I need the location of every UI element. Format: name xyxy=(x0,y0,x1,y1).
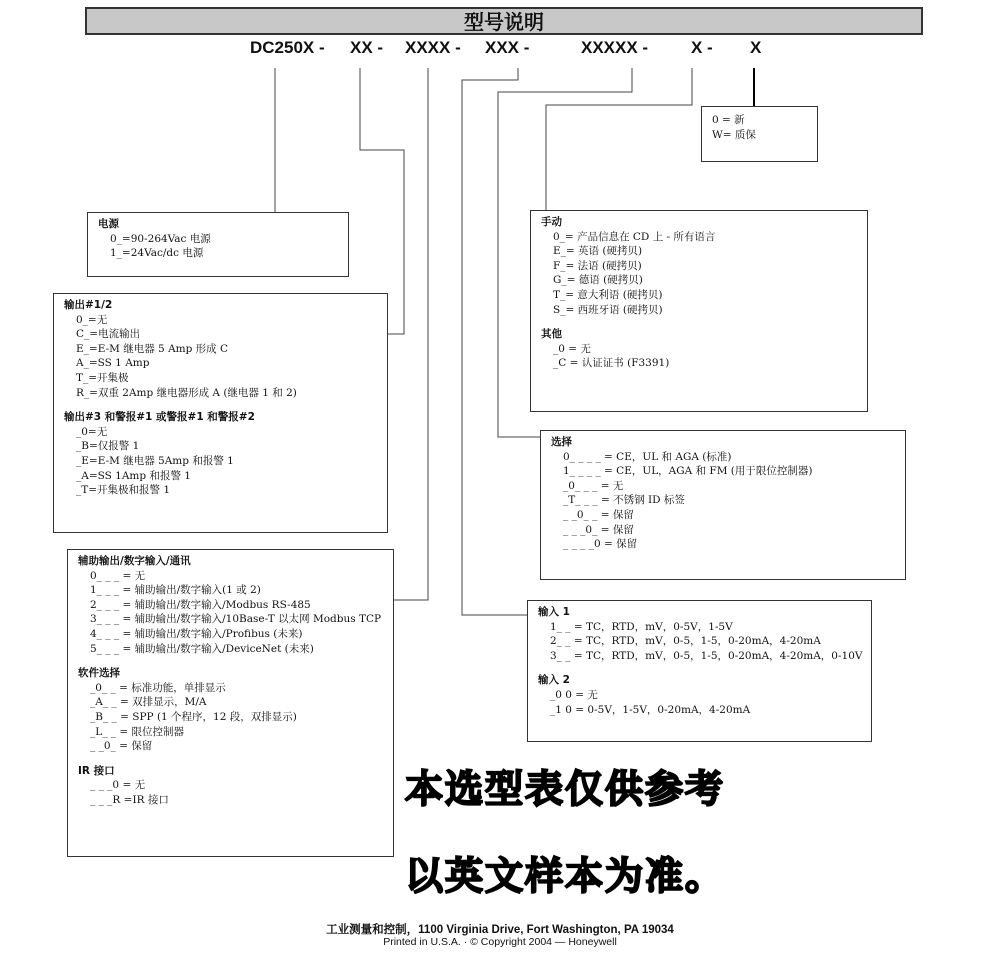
list-item: 0_=无 xyxy=(76,313,108,326)
section-heading: 输出#3 和警报#1 或警报#1 和警报#2 xyxy=(64,411,255,424)
footer-address: 工业测量和控制，1100 Virginia Drive, Fort Washington, PA 19034 xyxy=(326,924,674,936)
list-item: 0_ _ _ _ = CE，UL 和 AGA (标准) xyxy=(563,450,732,463)
list-item: T_= 意大利语 (硬拷贝) xyxy=(553,288,663,301)
list-item: 4_ _ _ = 辅助输出/数字输入/Profibus (未来) xyxy=(90,627,303,640)
list-item: T_=开集极 xyxy=(76,371,129,384)
list-item: _0_ _ = 标准功能，单排显示 xyxy=(90,681,226,694)
list-item: R_=双重 2Amp 继电器形成 A (继电器 1 和 2) xyxy=(76,386,297,399)
power-box xyxy=(87,212,349,277)
list-item: 1_=24Vac/dc 电源 xyxy=(110,247,204,260)
list-item: _1 0 = 0-5V，1-5V，0-20mA，4-20mA xyxy=(550,703,751,716)
page-title: 型号说明 xyxy=(85,7,923,35)
list-item: _ _ _R =IR 接口 xyxy=(90,793,169,806)
list-item: _0=无 xyxy=(76,425,108,438)
model-code-segment: XXXX - xyxy=(405,38,461,57)
list-item: G_= 德语 (硬拷贝) xyxy=(553,274,643,287)
model-code-segment: XXXXX - xyxy=(581,38,649,57)
list-item: 2_ _ = TC，RTD，mV，0-5，1-5，0-20mA，4-20mA xyxy=(550,635,821,648)
list-item: _T=开集极和报警 1 xyxy=(76,484,171,497)
list-item: _ _ _0 = 无 xyxy=(90,779,146,792)
list-item: _ _0_ _ = 保留 xyxy=(563,508,634,521)
list-item: 2_ _ _ = 辅助输出/数字输入/Modbus RS-485 xyxy=(90,598,311,611)
list-item: _0 = 无 xyxy=(553,342,591,355)
connector-input xyxy=(462,68,527,615)
list-item: E_= 英语 (硬拷贝) xyxy=(553,245,643,258)
model-code-segment: XXX - xyxy=(485,38,530,57)
section-heading: 输出#1/2 xyxy=(64,299,113,311)
aux-box xyxy=(67,549,394,857)
section-heading: 电源 xyxy=(98,218,119,230)
section-heading: 输入 1 xyxy=(538,606,570,618)
footer-copyright: Printed in U.S.A. · © Copyright 2004 — Honeywell xyxy=(383,936,617,948)
model-code-segment: X - xyxy=(691,38,713,57)
list-item: _E=E-M 继电器 5Amp 和报警 1 xyxy=(76,454,234,467)
condition-box xyxy=(701,106,818,162)
list-item: E_=E-M 继电器 5 Amp 形成 C xyxy=(76,342,229,355)
list-item: 1_ _ = TC，RTD，mV，0-5V，1-5V xyxy=(550,620,733,633)
section-heading: 手动 xyxy=(541,216,562,228)
list-item: _0 0 = 无 xyxy=(550,688,598,701)
section-heading: 软件选择 xyxy=(78,667,120,680)
output-box xyxy=(53,293,388,533)
list-item: _B_ _ = SPP (1 个程序，12 段，双排显示) xyxy=(90,710,297,723)
section-heading: 其他 xyxy=(541,328,562,341)
list-item: S_= 西班牙语 (硬拷贝) xyxy=(553,303,663,316)
list-item: _A=SS 1Amp 和报警 1 xyxy=(76,469,191,482)
list-item: _A_ _ = 双排显示，M/A xyxy=(90,696,207,709)
list-item: _0_ _ _ = 无 xyxy=(563,479,624,492)
model-code-segment: X xyxy=(750,38,762,57)
manual-box xyxy=(530,210,868,412)
section-heading: IR 接口 xyxy=(78,764,115,777)
list-item: 1_ _ _ = 辅助输出/数字输入(1 或 2) xyxy=(90,584,261,597)
list-item: F_= 法语 (硬拷贝) xyxy=(553,259,642,272)
list-item: 0_=90-264Vac 电源 xyxy=(110,232,211,245)
list-item: _ _0_ = 保留 xyxy=(90,740,153,753)
list-item: 3_ _ _ = 辅助输出/数字输入/10Base-T 以太网 Modbus TCP xyxy=(90,613,382,626)
section-heading: 输入 2 xyxy=(538,674,570,687)
list-item: _ _ _ _0 = 保留 xyxy=(563,538,638,551)
model-code-segment: XX - xyxy=(350,38,384,57)
input-box xyxy=(527,600,872,742)
list-item: 3_ _ = TC，RTD，mV，0-5，1-5，0-20mA，4-20mA，0-10V xyxy=(550,649,863,662)
list-item: _B=仅报警 1 xyxy=(76,440,140,453)
watermark-line-1: 本选型表仅供参考 xyxy=(405,767,726,811)
section-heading: 选择 xyxy=(551,436,572,448)
list-item: W= 质保 xyxy=(712,128,756,141)
list-item: A_=SS 1 Amp xyxy=(76,357,150,370)
model-code-segment: DC250X - xyxy=(250,38,325,57)
connector-aux xyxy=(394,68,428,600)
list-item: 1_ _ _ _ = CE，UL，AGA 和 FM (用于限位控制器) xyxy=(563,465,813,478)
list-item: 0 = 新 xyxy=(712,114,745,126)
watermark-line-2: 以英文样本为准。 xyxy=(405,854,726,898)
list-item: _T_ _ _ = 不锈钢 ID 标签 xyxy=(563,494,685,507)
section-heading: 辅助输出/数字输入/通讯 xyxy=(78,555,191,567)
list-item: 0_= 产品信息在 CD 上 - 所有语言 xyxy=(553,230,716,243)
list-item: 0_ _ _ = 无 xyxy=(90,569,146,582)
list-item: _L_ _ = 限位控制器 xyxy=(90,725,185,738)
connector-manual xyxy=(546,68,692,210)
options-box xyxy=(540,430,906,580)
list-item: _ _ _0_ = 保留 xyxy=(563,523,634,536)
list-item: _C = 认证证书 (F3391) xyxy=(553,357,670,370)
list-item: 5_ _ _ = 辅助输出/数字输入/DeviceNet (未来) xyxy=(90,642,314,655)
list-item: C_=电流输出 xyxy=(76,328,141,341)
